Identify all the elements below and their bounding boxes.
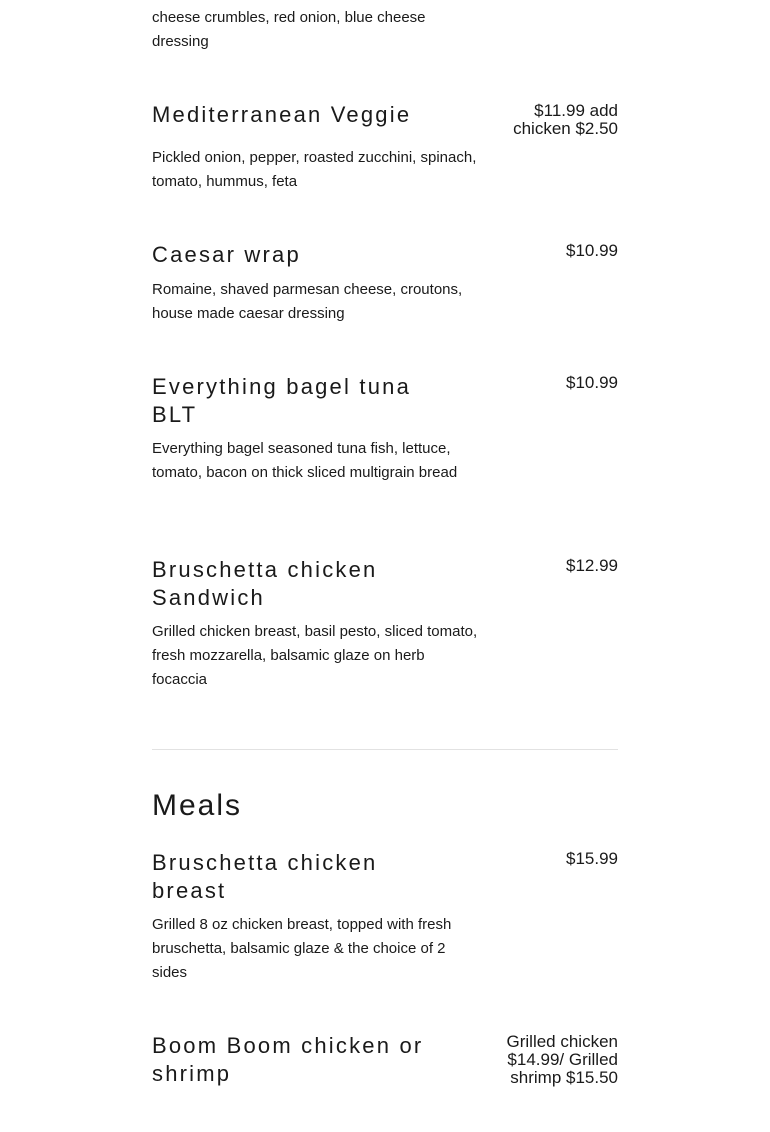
item-description: Everything bagel seasoned tuna fish, lettuce, tomato, bacon on thick sliced multigrain bread bbox=[152, 440, 458, 481]
item-description: Grilled chicken breast, basil pesto, sliced tomato, fresh mozzarella, balsamic glaze on herb focaccia bbox=[152, 623, 478, 688]
item-description: Pickled onion, pepper, roasted zucchini, spinach, tomato, hummus, feta bbox=[152, 149, 477, 190]
item-name: Bruschetta chicken Sandwich bbox=[152, 557, 378, 610]
item-description: Romaine, shaved parmesan cheese, croutons, house made caesar dressing bbox=[152, 281, 463, 322]
section-title-meals: Meals bbox=[152, 789, 243, 822]
item-price: Grilled chicken $14.99/ Grilled shrimp $15.50 bbox=[506, 1032, 618, 1087]
item-name: Bruschetta chicken breast bbox=[152, 850, 378, 903]
item-description: Grilled 8 oz chicken breast, topped with fresh bruschetta, balsamic glaze & the choice of 2 sides bbox=[152, 916, 452, 981]
item-price: $15.99 bbox=[566, 849, 618, 868]
section-divider bbox=[152, 749, 618, 750]
item-name: Caesar wrap bbox=[152, 242, 301, 267]
item-name: Everything bagel tuna BLT bbox=[152, 374, 412, 427]
item-name: Mediterranean Veggie bbox=[152, 102, 412, 127]
item-price: $10.99 bbox=[566, 241, 618, 260]
item-description-partial: cheese crumbles, red onion, blue cheese dressing bbox=[152, 9, 426, 50]
item-price: $12.99 bbox=[566, 556, 618, 575]
item-name: Boom Boom chicken or shrimp bbox=[152, 1033, 424, 1086]
item-price: $11.99 add chicken $2.50 bbox=[513, 101, 618, 138]
item-price: $10.99 bbox=[566, 373, 618, 392]
